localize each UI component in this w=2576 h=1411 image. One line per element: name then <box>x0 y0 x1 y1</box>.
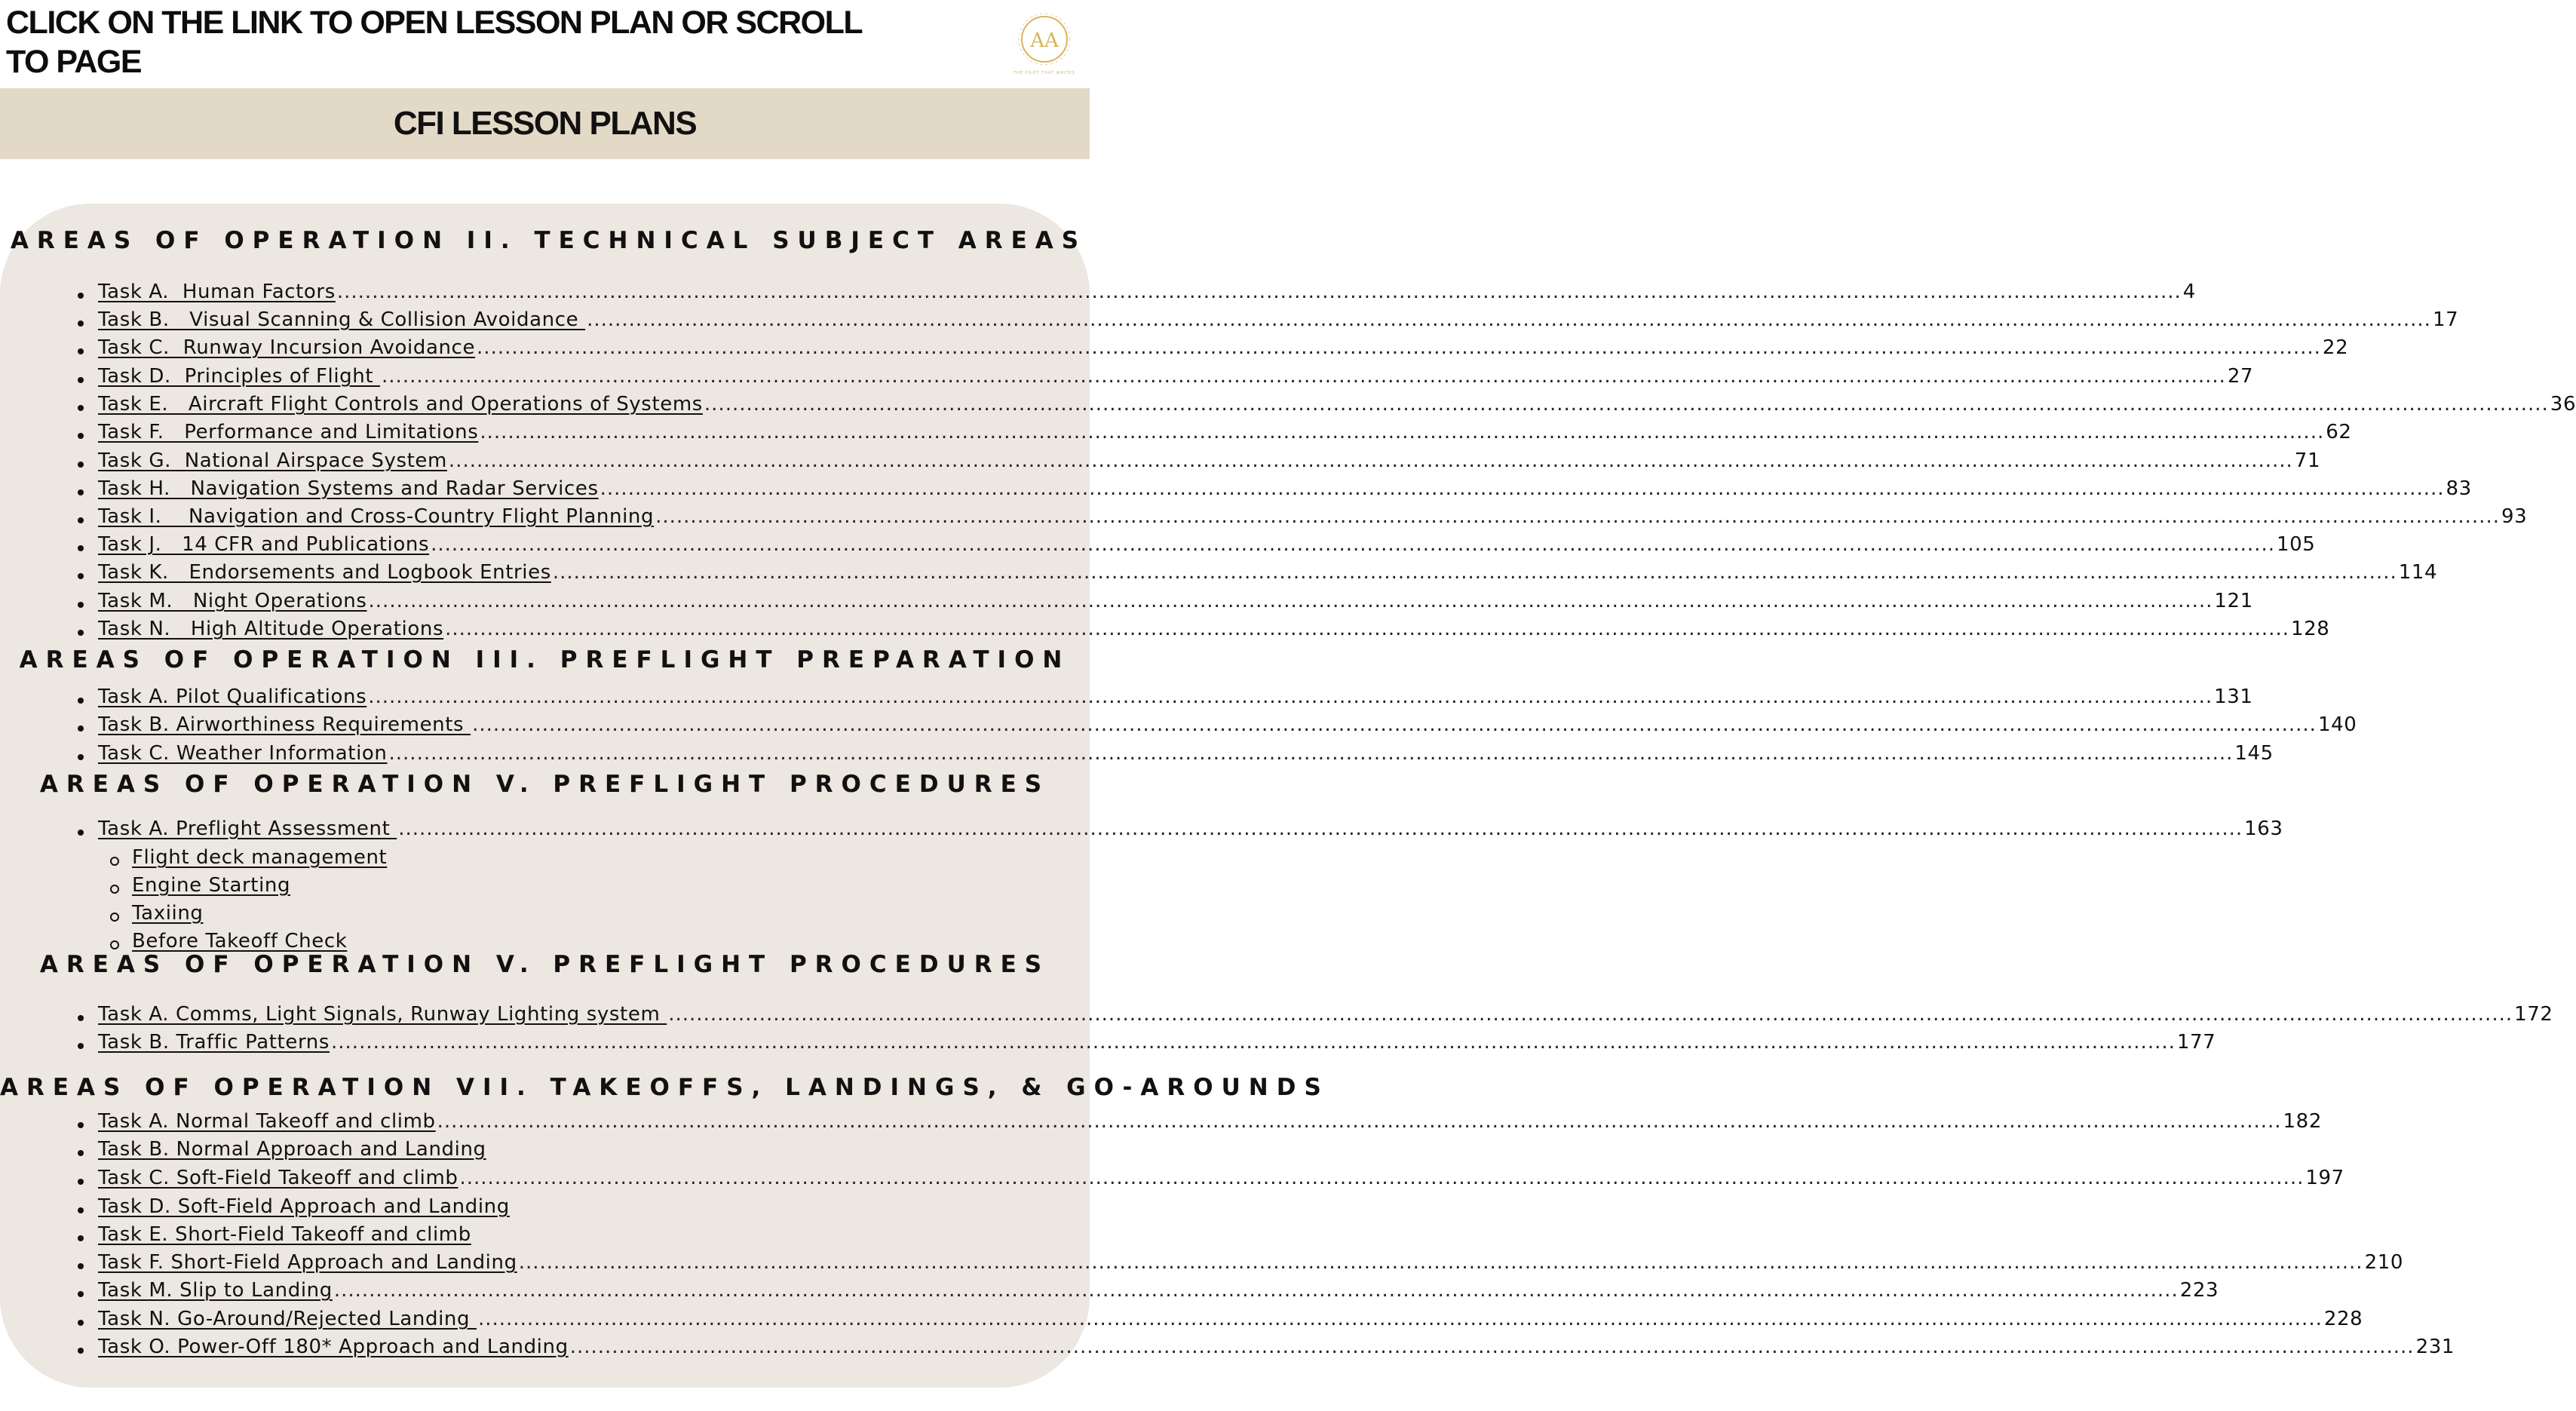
bullet-icon <box>78 725 84 732</box>
section-title: AREAS OF OPERATION III. PREFLIGHT PREPARATION <box>19 646 1071 673</box>
page-number: 131 <box>2214 686 2253 708</box>
bullet-icon <box>78 517 84 523</box>
bullet-icon <box>78 1043 84 1049</box>
toc-entry-link[interactable]: Task B. Normal Approach and Landing <box>98 1138 486 1161</box>
bullet-icon <box>78 698 84 704</box>
page-number: 163 <box>2244 817 2283 840</box>
bullet-icon <box>78 321 84 327</box>
toc-entry[interactable] <box>98 1336 2455 1363</box>
toc-entry-link[interactable]: Task D. Soft-Field Approach and Landing <box>98 1195 510 1218</box>
bullet-icon <box>78 1122 84 1128</box>
toc-entry[interactable] <box>98 1110 2322 1138</box>
toc-entry-link[interactable]: Task E. Aircraft Flight Controls and Operations of Systems <box>98 393 703 416</box>
page-number: 223 <box>2179 1279 2219 1302</box>
toc-entry-link[interactable]: Task C. Runway Incursion Avoidance <box>98 336 476 359</box>
toc-entry[interactable] <box>98 336 2349 364</box>
dot-leader <box>369 590 2213 612</box>
bullet-icon <box>78 1320 84 1326</box>
toc-subentry[interactable] <box>132 846 387 874</box>
dot-leader <box>478 1308 2323 1330</box>
toc-entry[interactable] <box>98 713 2357 741</box>
toc-entry-link[interactable]: Task C. Weather Information <box>98 742 388 765</box>
sub-bullet-icon <box>110 857 119 866</box>
toc-entry-link[interactable]: Task A. Human Factors <box>98 281 336 303</box>
sub-bullet-icon <box>110 940 119 949</box>
section-title: AREAS OF OPERATION V. PREFLIGHT PROCEDURES <box>39 951 1050 978</box>
toc-entry-link[interactable]: Task B. Visual Scanning & Collision Avoidance <box>98 308 586 331</box>
page-number: 4 <box>2182 281 2196 303</box>
toc-entry[interactable] <box>98 393 2576 421</box>
bullet-icon <box>78 1150 84 1156</box>
section-title: AREAS OF OPERATION V. PREFLIGHT PROCEDURES <box>39 771 1050 798</box>
page-number: 231 <box>2415 1336 2455 1358</box>
dot-leader <box>553 561 2397 584</box>
toc-entry[interactable] <box>98 618 2330 646</box>
toc-entry[interactable] <box>98 1195 997 1223</box>
dot-leader <box>334 1279 2179 1302</box>
dot-leader <box>600 477 2445 500</box>
page-number: 105 <box>2276 533 2316 556</box>
toc-entry-link[interactable]: Task K. Endorsements and Logbook Entries <box>98 561 551 584</box>
page-number: 177 <box>2176 1031 2216 1054</box>
dot-leader <box>431 533 2275 556</box>
toc-subentry-link[interactable]: Engine Starting <box>132 874 291 897</box>
toc-entry-link[interactable]: Task A. Normal Takeoff and climb <box>98 1110 436 1133</box>
dot-leader <box>337 281 2182 303</box>
dot-leader <box>704 393 2549 416</box>
bullet-icon <box>78 545 84 551</box>
dot-leader <box>472 713 2317 736</box>
toc-entry-link[interactable]: Task A. Pilot Qualifications <box>98 686 367 708</box>
toc-entry[interactable] <box>98 477 2472 505</box>
page-number: 197 <box>2305 1167 2344 1189</box>
toc-entry[interactable] <box>98 1031 2216 1059</box>
sub-bullet-icon <box>110 913 119 922</box>
toc-entry[interactable] <box>98 1223 997 1251</box>
dot-leader <box>445 618 2289 640</box>
dot-leader <box>437 1110 2282 1133</box>
toc-entry-link[interactable]: Task E. Short-Field Takeoff and climb <box>98 1223 471 1246</box>
toc-entry-link[interactable]: Task O. Power-Off 180* Approach and Landing <box>98 1336 569 1358</box>
bullet-icon <box>78 405 84 411</box>
toc-entry[interactable] <box>98 281 2196 308</box>
section-title: AREAS OF OPERATION VII. TAKEOFFS, LANDINGS, & GO-AROUNDS <box>0 1074 1329 1101</box>
page-number: 62 <box>2326 421 2352 443</box>
toc-entry[interactable] <box>98 365 2254 393</box>
dot-leader <box>460 1167 2305 1189</box>
dot-leader <box>389 742 2234 765</box>
toc-subentry-link[interactable]: Taxiing <box>132 902 204 925</box>
toc-entry[interactable] <box>98 1138 997 1166</box>
dot-leader <box>587 308 2431 331</box>
toc-entry[interactable] <box>98 449 2321 477</box>
dot-leader <box>480 421 2324 443</box>
bullet-icon <box>78 573 84 579</box>
toc-entry[interactable] <box>98 505 2528 533</box>
toc-entry[interactable] <box>98 590 2253 618</box>
logo-monogram: AA <box>1030 29 1059 52</box>
toc-entry-link[interactable]: Task A. Comms, Light Signals, Runway Lighting system <box>98 1003 667 1026</box>
logo-text: THE PILOT THAT WRITES <box>1013 71 1076 75</box>
toc-entry[interactable] <box>98 308 2459 336</box>
bullet-icon <box>78 348 84 354</box>
dot-leader <box>519 1251 2363 1274</box>
logo-icon <box>1008 6 1081 78</box>
toc-entry[interactable] <box>98 817 2283 845</box>
bullet-icon <box>78 602 84 608</box>
toc-entry[interactable] <box>98 1167 2344 1195</box>
toc-subentry-link[interactable]: Flight deck management <box>132 846 388 869</box>
page-number: 182 <box>2283 1110 2322 1133</box>
toc-entry[interactable] <box>98 1279 2219 1307</box>
page-number: 17 <box>2432 308 2459 331</box>
toc-entry[interactable] <box>98 421 2352 449</box>
page-number: 71 <box>2294 449 2321 472</box>
dot-leader <box>449 449 2293 472</box>
toc-entry-link[interactable]: Task J. 14 CFR and Publications <box>98 533 430 556</box>
dot-leader <box>368 686 2213 708</box>
page-number: 22 <box>2322 336 2349 359</box>
bullet-icon <box>78 489 84 495</box>
page-number: 140 <box>2317 713 2357 736</box>
dot-leader <box>382 365 2226 388</box>
page-number: 121 <box>2214 590 2253 612</box>
bullet-icon <box>78 1015 84 1021</box>
dot-leader <box>398 817 2243 840</box>
page-instruction-heading: CLICK ON THE LINK TO OPEN LESSON PLAN OR SCROLL TO PAGE <box>6 5 862 80</box>
bullet-icon <box>78 1207 84 1213</box>
dot-leader <box>477 336 2321 359</box>
toc-entry-link[interactable]: Task H. Navigation Systems and Radar Services <box>98 477 599 500</box>
toc-entry-link[interactable]: Task M. Night Operations <box>98 590 367 612</box>
toc-entry-link[interactable]: Task F. Performance and Limitations <box>98 421 479 443</box>
bullet-icon <box>78 1179 84 1185</box>
bullet-icon <box>78 293 84 299</box>
toc-entry[interactable] <box>98 533 2316 561</box>
page-number: 114 <box>2398 561 2438 584</box>
toc-entry-link[interactable]: Task B. Airworthiness Requirements <box>98 713 471 736</box>
toc-entry-link[interactable]: Task C. Soft-Field Takeoff and climb <box>98 1167 458 1189</box>
bullet-icon <box>78 433 84 439</box>
toc-entry[interactable] <box>98 561 2438 589</box>
toc-entry-link[interactable]: Task F. Short-Field Approach and Landing <box>98 1251 517 1274</box>
page-number: 83 <box>2446 477 2472 500</box>
bullet-icon <box>78 1263 84 1269</box>
toc-entry[interactable] <box>98 1308 2363 1336</box>
toc-entry-link[interactable]: Task A. Preflight Assessment <box>98 817 397 840</box>
page-number: 172 <box>2514 1003 2553 1026</box>
toc-entry-link[interactable]: Task G. National Airspace System <box>98 449 447 472</box>
toc-subentry[interactable] <box>132 874 290 902</box>
bullet-icon <box>78 754 84 760</box>
toc-entry[interactable] <box>98 686 2253 713</box>
toc-entry-link[interactable]: Task M. Slip to Landing <box>98 1279 333 1302</box>
page-number: 145 <box>2234 742 2274 765</box>
toc-entry-link[interactable]: Task I. Navigation and Cross-Country Flight Planning <box>98 505 655 528</box>
toc-subentry[interactable] <box>132 902 204 930</box>
toc-entry-link[interactable]: Task B. Traffic Patterns <box>98 1031 330 1054</box>
dot-leader <box>668 1003 2513 1026</box>
page-number: 27 <box>2227 365 2254 388</box>
toc-entry-link[interactable]: Task N. Go-Around/Rejected Landing <box>98 1308 477 1330</box>
title-banner <box>0 88 1090 159</box>
banner-title: CFI LESSON PLANS <box>393 105 697 142</box>
bullet-icon <box>78 630 84 636</box>
page-number: 228 <box>2323 1308 2363 1330</box>
toc-entry-link[interactable]: Task D. Principles of Flight <box>98 365 381 388</box>
page-number: 93 <box>2501 505 2528 528</box>
toc-entry[interactable] <box>98 1251 2404 1279</box>
section-title: AREAS OF OPERATION II. TECHNICAL SUBJECT AREAS <box>10 227 1087 254</box>
bullet-icon <box>78 1235 84 1241</box>
bullet-icon <box>78 1291 84 1297</box>
bullet-icon <box>78 1348 84 1354</box>
dot-leader <box>570 1336 2415 1358</box>
page-number: 128 <box>2290 618 2330 640</box>
sub-bullet-icon <box>110 885 119 894</box>
bullet-icon <box>78 462 84 468</box>
dot-leader <box>331 1031 2176 1054</box>
page-number: 36 <box>2550 393 2576 416</box>
toc-entry[interactable] <box>98 742 2274 770</box>
toc-subentry-link[interactable]: Before Takeoff Check <box>132 930 348 952</box>
page-number: 210 <box>2364 1251 2404 1274</box>
dot-leader <box>655 505 2500 528</box>
toc-entry[interactable] <box>98 1003 2553 1031</box>
bullet-icon <box>78 377 84 383</box>
bullet-icon <box>78 830 84 836</box>
toc-entry-link[interactable]: Task N. High Altitude Operations <box>98 618 444 640</box>
